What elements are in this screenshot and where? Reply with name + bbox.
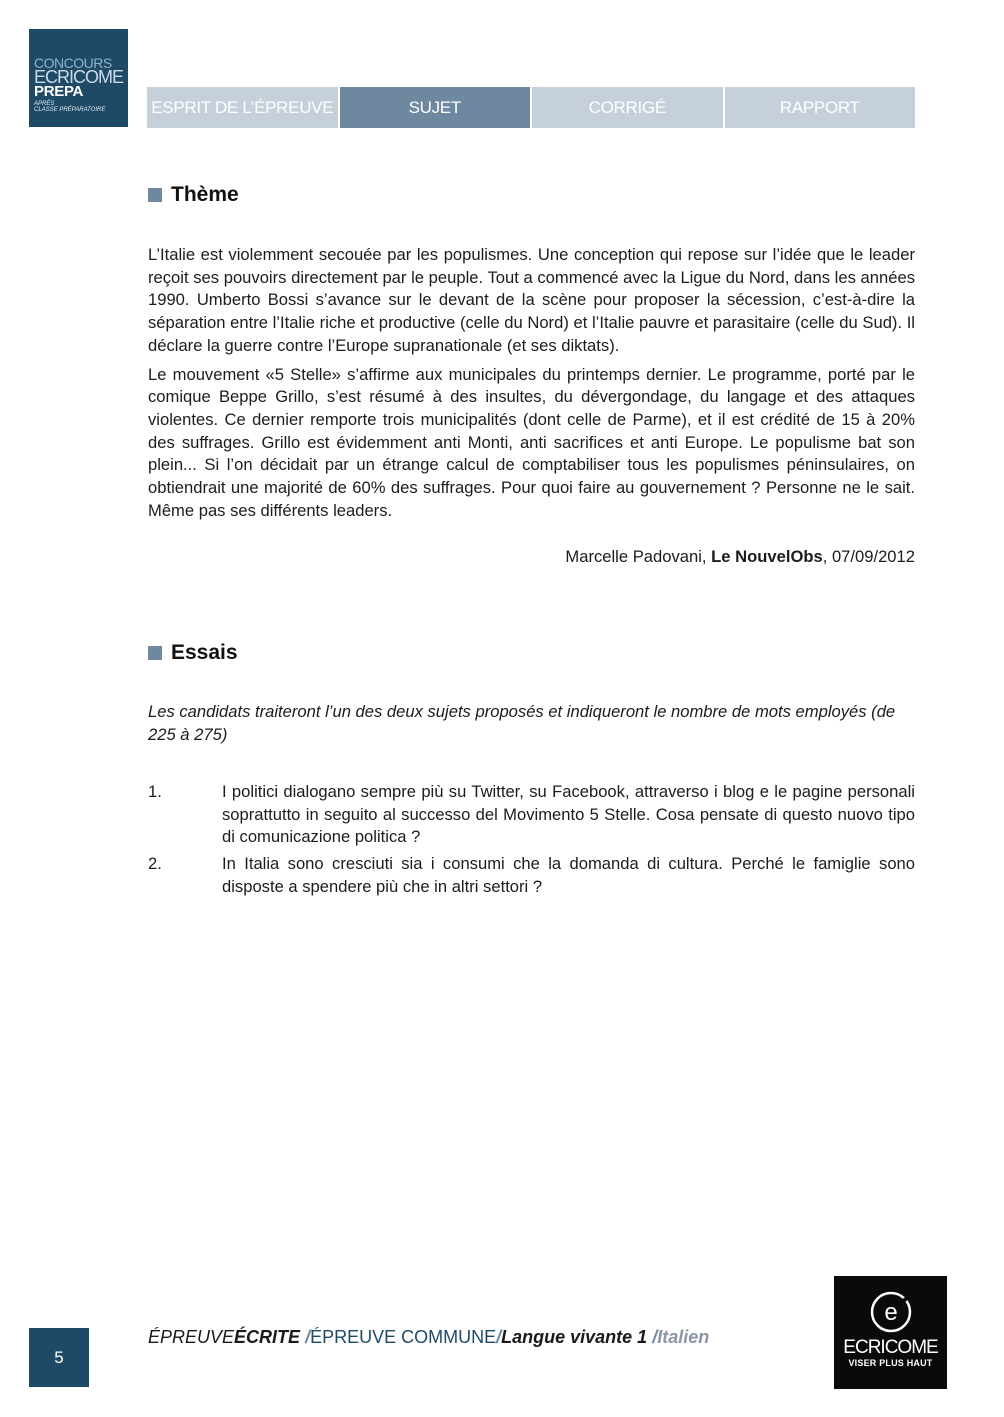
list-item <box>148 853 915 898</box>
footer-separator: / <box>496 1327 502 1347</box>
theme-section <box>148 180 915 568</box>
logo-line-prepa: PREPA <box>34 83 84 100</box>
theme-paragraph-2: Le mouvement «5 Stelle» s’affirme aux municipales du printemps dernier. Le programme, porté par le comique Beppe Grillo, s’est résumé à des insultes, du dévergondage, du langage et des attaques violentes. Ce dernier remporte trois municipalités (dont celle de Parme), et il est crédité de 15 à 20% des suffrages. Grillo est évidemment anti Monti, anti sacrifices et anti Europe. Le populisme bat son plein... Si l’on décidait par un étrange calcul de comptabiliser tous les populismes péninsulaires, on obtiendrait une majorité de 60% des suffrages. Pour quoi faire au gouvernement ? Personne ne le sait. Même pas ses différents leaders. <box>148 364 915 520</box>
list-item <box>148 781 915 849</box>
logo-line-concours: CONCOURS <box>34 55 112 71</box>
tab-rapport[interactable]: RAPPORT <box>725 87 916 128</box>
footer-separator: / <box>652 1327 658 1347</box>
tab-esprit[interactable]: ESPRIT DE L’ÉPREUVE <box>147 87 338 128</box>
footer-epreuve-commune-1: ÉPREUVE <box>310 1327 397 1347</box>
source-publication: Le NouvelObs <box>711 547 823 567</box>
square-bullet-icon <box>148 646 162 660</box>
logo-line-apres: APRÈS <box>34 101 55 107</box>
question-list <box>148 781 915 899</box>
essais-heading-text: Essais <box>171 641 238 665</box>
question-number: 1. <box>148 781 162 801</box>
theme-heading-text: Thème <box>171 183 239 206</box>
footer-breadcrumb <box>148 1327 709 1348</box>
concours-logo <box>29 29 128 127</box>
ecricome-e-icon <box>869 1290 913 1334</box>
article-source <box>148 546 915 568</box>
theme-paragraph-1: L’Italie est violemment secouée par les populismes. Une conception qui repose sur l’idée que le leader reçoit ses pouvoirs directement par le peuple. Tout a commencé avec la Ligue du Nord, dans les années 1990. Umberto Bossi s’avance sur le devant de la scène pour proposer la sécession, c’est-à-dire la séparation entre l’Italie riche et productive (celle du Nord) et l’Italie pauvre et parasitaire (celle du Sud). Il déclare la guerre contre l’Europe supranationale (et ses diktats). <box>148 245 915 355</box>
ecricome-brand: ECRICOME <box>843 1337 938 1358</box>
tab-sujet[interactable]: SUJET <box>340 87 531 128</box>
theme-heading <box>148 180 915 210</box>
footer-ecrite: ÉCRITE <box>234 1327 301 1347</box>
footer-commune: COMMUNE <box>401 1327 497 1347</box>
ecricome-tagline: VISER PLUS HAUT <box>848 1358 933 1368</box>
svg-text:e: e <box>883 1299 898 1326</box>
source-date: , 07/09/2012 <box>822 547 915 567</box>
source-author: Marcelle Padovani, <box>565 547 707 567</box>
essais-heading <box>148 638 915 668</box>
logo-line-classe: CLASSE PRÉPARATOIRE <box>34 107 106 113</box>
essais-section <box>148 638 915 898</box>
footer-epreuve: ÉPREUVE <box>148 1327 235 1347</box>
main-content <box>148 180 915 902</box>
question-text: In Italia sono cresciuti sia i consumi che la domanda di cultura. Perché le famiglie sono disposte a spendere più che in altri settori ? <box>222 853 915 896</box>
ecricome-logo <box>834 1276 947 1389</box>
square-bullet-icon <box>148 188 162 202</box>
footer-separator: / <box>305 1327 311 1347</box>
question-text: I politici dialogano sempre più su Twitter, su Facebook, attraverso i blog e le pagine personali soprattutto in seguito al successo del Movimento 5 Stelle. Cosa pensate di questo nuovo tipo di comunicazione politica ? <box>222 781 915 847</box>
section-tabs <box>147 87 915 128</box>
footer-italien: Italien <box>657 1327 710 1347</box>
logo-line-ecricome: ECRICOME <box>34 67 124 87</box>
tab-corrige[interactable]: CORRIGÉ <box>532 87 723 128</box>
question-number: 2. <box>148 853 162 873</box>
essais-instructions: Les candidats traiteront l’un des deux sujets proposés et indiqueront le nombre de mots employés (de 225 à 275) <box>148 702 896 745</box>
footer-langue: Langue vivante 1 <box>501 1327 648 1347</box>
page-number: 5 <box>29 1328 89 1387</box>
